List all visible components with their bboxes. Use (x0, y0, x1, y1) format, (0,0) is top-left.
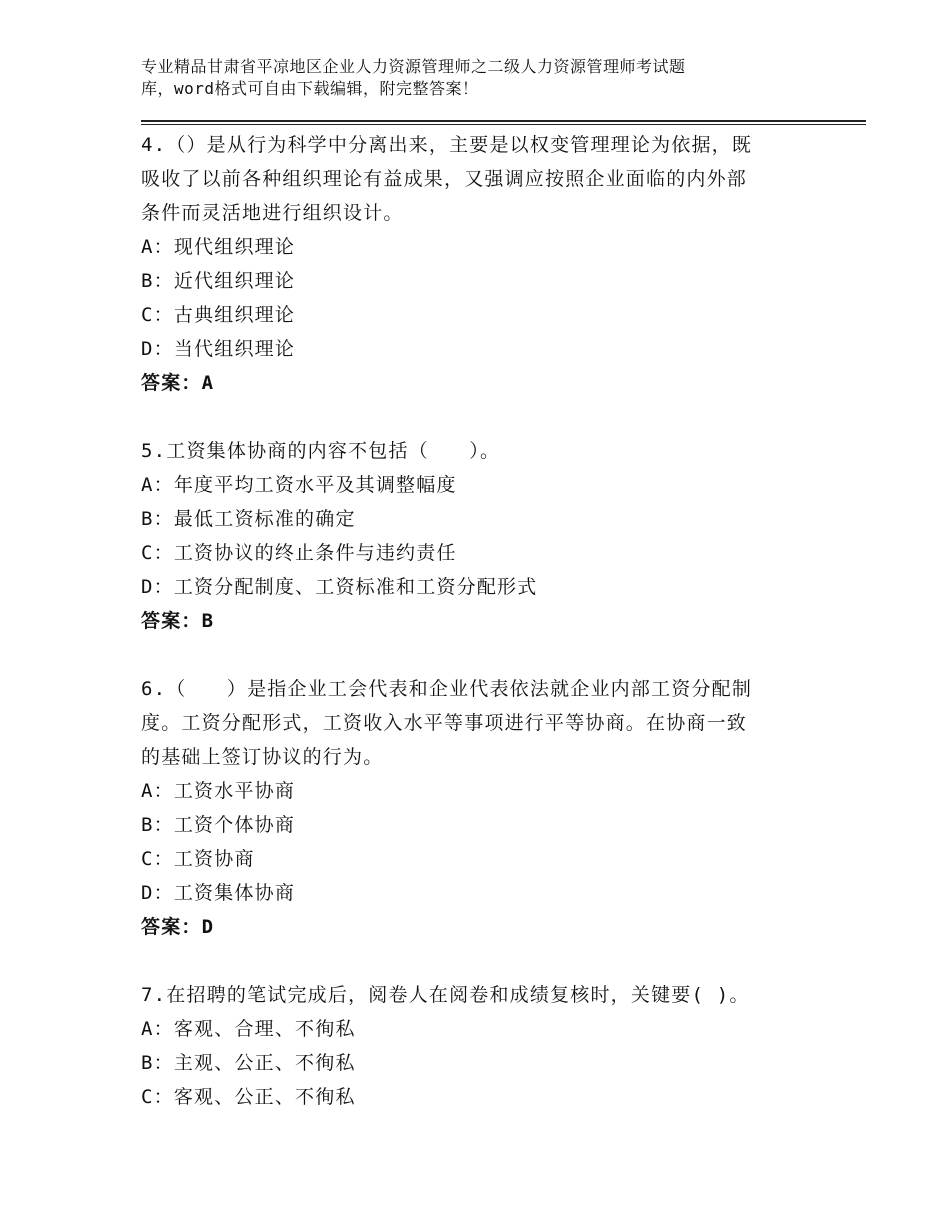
question-stem-line: 7.在招聘的笔试完成后，阅卷人在阅卷和成绩复核时，关键要( )。 (141, 984, 750, 1006)
option-c: C：工资协商 (141, 848, 255, 870)
option-d: D：工资集体协商 (141, 882, 296, 904)
page-header (141, 56, 801, 100)
answer-label: 答案：B (141, 610, 215, 632)
question-list (141, 128, 806, 1114)
question-stem-line: 吸收了以前各种组织理论有益成果，又强调应按照企业面临的内外部 (141, 168, 748, 190)
question-stem-line: 6.（ ）是指企业工会代表和企业代表依法就企业内部工资分配制 (141, 678, 753, 700)
question-stem-line: 条件而灵活地进行组织设计。 (141, 202, 404, 224)
option-d: D：工资分配制度、工资标准和工资分配形式 (141, 576, 538, 598)
question-gap (141, 638, 806, 672)
question-gap (141, 400, 806, 434)
header-rule (141, 120, 866, 125)
option-b: B：工资个体协商 (141, 814, 296, 836)
answer-label: 答案：D (141, 916, 215, 938)
option-b: B：主观、公正、不徇私 (141, 1052, 356, 1074)
option-a: A：年度平均工资水平及其调整幅度 (141, 474, 457, 496)
question-stem-line: 度。工资分配形式，工资收入水平等事项进行平等协商。在协商一致 (141, 712, 748, 734)
header-line-2: 库，word格式可自由下载编辑，附完整答案！ (141, 79, 479, 98)
question-6 (141, 672, 806, 944)
header-line-1: 专业精品甘肃省平凉地区企业人力资源管理师之二级人力资源管理师考试题 (141, 57, 686, 76)
header-rule-thick (141, 120, 866, 122)
option-b: B：近代组织理论 (141, 270, 296, 292)
option-c: C：客观、公正、不徇私 (141, 1086, 356, 1108)
header-rule-thin (141, 124, 866, 125)
option-d: D：当代组织理论 (141, 338, 296, 360)
option-c: C：古典组织理论 (141, 304, 296, 326)
question-stem-line: 的基础上签订协议的行为。 (141, 746, 384, 768)
question-gap (141, 944, 806, 978)
option-b: B：最低工资标准的确定 (141, 508, 356, 530)
question-4 (141, 128, 806, 400)
question-stem-line: 4.（）是从行为科学中分离出来，主要是以权变管理理论为依据，既 (141, 134, 753, 156)
option-a: A：工资水平协商 (141, 780, 296, 802)
question-stem-line: 5.工资集体协商的内容不包括（ ）。 (141, 440, 501, 462)
option-a: A：现代组织理论 (141, 236, 296, 258)
option-a: A：客观、合理、不徇私 (141, 1018, 356, 1040)
question-5 (141, 434, 806, 638)
option-c: C：工资协议的终止条件与违约责任 (141, 542, 457, 564)
question-7 (141, 978, 806, 1114)
answer-label: 答案：A (141, 372, 215, 394)
